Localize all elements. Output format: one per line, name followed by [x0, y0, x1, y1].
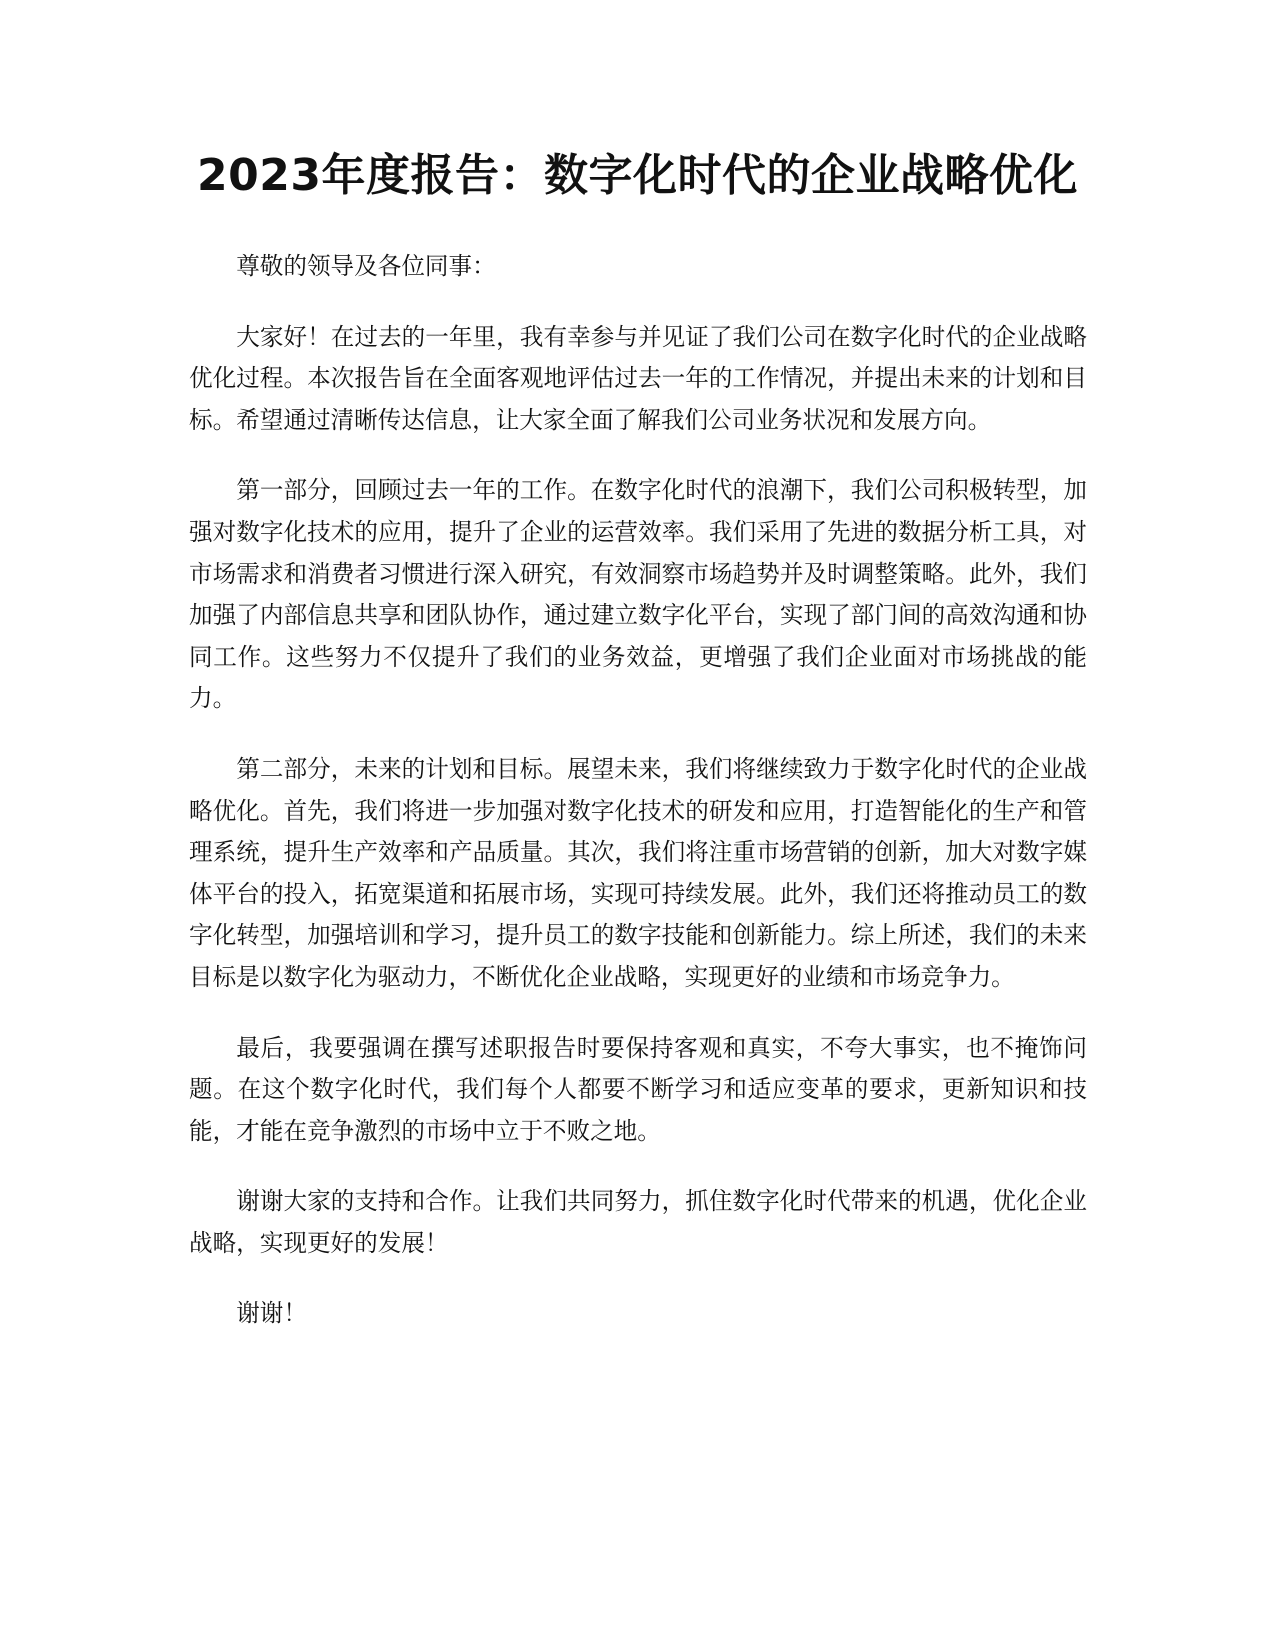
paragraph-part-two: 第二部分，未来的计划和目标。展望未来，我们将继续致力于数字化时代的企业战略优化。首先，我们将进一步加强对数字化技术的研发和应用，打造智能化的生产和管理系统，提升生产效率和产品质量。其次，我们将注重市场营销的创新，加大对数字媒体平台的投入，拓宽渠道和拓展市场，实现可持续发展。此外，我们还将推动员工的数字化转型，加强培训和学习，提升员工的数字技能和创新能力。综上所述，我们的未来目标是以数字化为驱动力，不断优化企业战略，实现更好的业绩和市场竞争力。 [189, 754, 1087, 991]
paragraph-part-one: 第一部分，回顾过去一年的工作。在数字化时代的浪潮下，我们公司积极转型，加强对数字化技术的应用，提升了企业的运营效率。我们采用了先进的数据分析工具，对市场需求和消费者习惯进行深入研究，有效洞察市场趋势并及时调整策略。此外，我们加强了内部信息共享和团队协作，通过建立数字化平台，实现了部门间的高效沟通和协同工作。这些努力不仅提升了我们的业务效益，更增强了我们企业面对市场挑战的能力。 [189, 476, 1087, 713]
salutation: 尊敬的领导及各位同事： [236, 252, 496, 280]
document-body [189, 246, 1087, 1364]
paragraph-intro: 大家好！在过去的一年里，我有幸参与并见证了我们公司在数字化时代的企业战略优化过程。本次报告旨在全面客观地评估过去一年的工作情况，并提出未来的计划和目标。希望通过清晰传达信息，让大家全面了解我们公司业务状况和发展方向。 [189, 322, 1087, 434]
closing: 谢谢！ [236, 1299, 307, 1328]
paragraph-thanks: 谢谢大家的支持和合作。让我们共同努力，抓住数字化时代带来的机遇，优化企业战略，实现更好的发展！ [189, 1187, 1087, 1257]
document-title: 2023年度报告：数字化时代的企业战略优化 [197, 150, 1078, 201]
paragraph-conclusion: 最后，我要强调在撰写述职报告时要保持客观和真实，不夸大事实，也不掩饰问题。在这个数字化时代，我们每个人都要不断学习和适应变革的要求，更新知识和技能，才能在竞争激烈的市场中立于不败之地。 [189, 1033, 1087, 1145]
